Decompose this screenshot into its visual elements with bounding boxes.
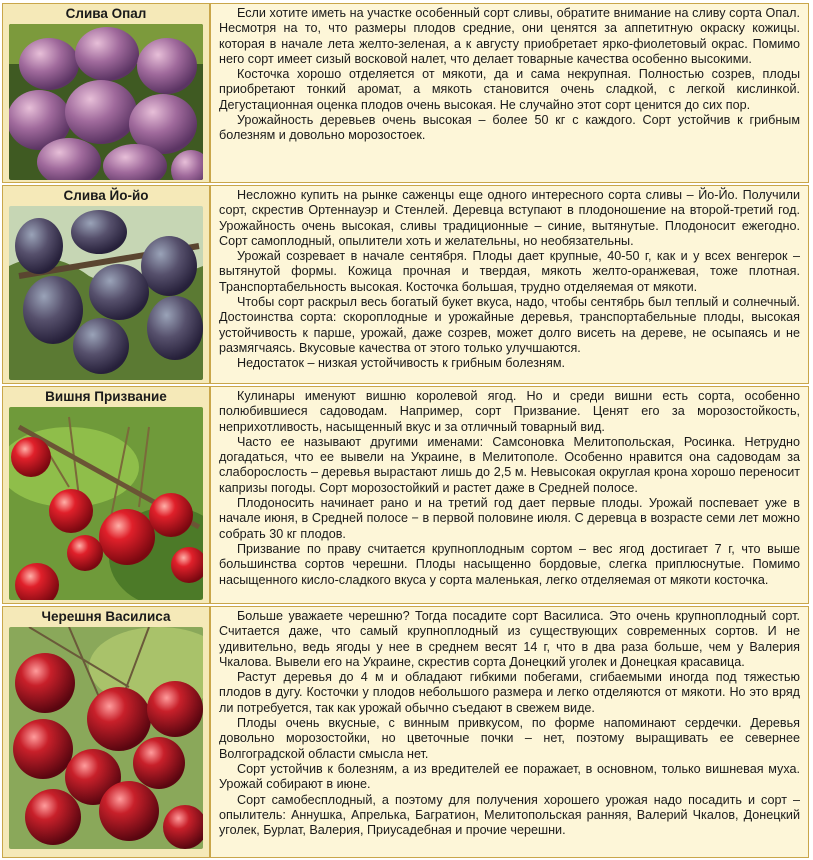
dark-plums-photo — [9, 206, 203, 380]
description-paragraph: Несложно купить на рынке саженцы еще одного интересного сорта сливы – Йо-Йо. Получили сорт, скрестив Ортеннауэр и Стенлей. Деревца вступают в плодоношение на второй-третий год. Урожайность очень высокая, сливы традиционные – синие, вытянутые. Плодоносит ежегодно. Сорт самоплодный, опылители хоть и желательны, но необязательны. — [219, 188, 800, 248]
variety-description — [211, 4, 808, 182]
description-paragraph: Если хотите иметь на участке особенный сорт сливы, обратите внимание на сливу сорта Опал. Несмотря на то, что размеры плодов средние, они ценятся за аппетитную окраску кожицы. которая в начале лета желто-зеленая, а к августу приобретает ярко-фиолетовый окрас. Помимо него сорт имеет сизый восковой налет, что делает товарные качества особенно высокими. — [219, 6, 800, 66]
description-paragraph: Больше уважаете черешню? Тогда посадите сорт Василиса. Это очень крупноплодный сорт. Считается даже, что самый крупноплодный из существующих современных сортов. И не удивительно, ведь ягоды у нее в среднем весят 14 г, что в два раза больше, чем у Валерия Чкалова. Вывели его на Украине, скрестив сорта Донецкий уголек и Донецкая красавица. — [219, 609, 800, 669]
variety-section-cherry-prizvanie — [2, 386, 809, 604]
description-paragraph: Растут деревья до 4 м и обладают гибкими побегами, сгибаемыми иногда под тяжестью плодов в дугу. Косточки у плодов небольшого размера и легко отделяются от мякоти. Но это вряд ли потребуется, так как урожай обычно съедают в свежем виде. — [219, 670, 800, 715]
sweet-cherries-photo — [9, 627, 203, 849]
purple-plums-photo — [9, 24, 203, 180]
variety-sidebar — [3, 4, 211, 182]
variety-description — [211, 607, 808, 857]
description-paragraph: Косточка хорошо отделяется от мякоти, да и сама некрупная. Полностью созрев, плоды приобретают тонкий аромат, а мякоть становится очень сладкой, с легкой кислинкой. Дегустационная оценка плодов очень высокая. Не случайно этот сорт ценится до сих пор. — [219, 67, 800, 112]
variety-title: Черешня Василиса — [41, 609, 171, 624]
variety-description — [211, 186, 808, 383]
variety-sidebar — [3, 186, 211, 383]
variety-section-plum-opal — [2, 3, 809, 183]
variety-section-plum-yoyo — [2, 185, 809, 384]
description-paragraph: Сорт самобесплодный, а поэтому для получения хорошего урожая надо посадить и сорт – опылитель: Аннушка, Апрелька, Багратион, Мелитопольская ранняя, Валерий Чкалов, Донецкий уголек, Бурлат, Валерия, Приусадебная и прочие черешни. — [219, 792, 800, 838]
description-paragraph: Плоды очень вкусные, с винным привкусом, по форме напоминают сердечки. Деревья довольно морозостойки, но цветочные почки – нет, поэтому выращивать ее севернее Волгоградской области смысла нет. — [219, 716, 800, 761]
variety-description — [211, 387, 808, 603]
description-paragraph: Призвание по праву считается крупноплодным сортом – вес ягод достигает 7 г, что выше большинства сортов черешни. Плоды насыщенно бордовые, слегка приплюснутые. Помимо насыщенного кисло-сладкого вкуса у сорта маленькая, легко отделяемая от мякоти косточка. — [219, 541, 800, 587]
variety-sidebar — [3, 387, 211, 603]
variety-title: Вишня Призвание — [45, 389, 167, 404]
description-paragraph: Урожай созревает в начале сентября. Плоды дает крупные, 40-50 г, как и у всех венгерок – вытянутой формы. Кожица прочная и твердая, мякоть желто-оранжевая, тоже плотная. Транспортабельность высокая. Косточка большая, трудно отделяемая от мякоти. — [219, 249, 800, 294]
variety-title: Слива Опал — [65, 6, 147, 21]
description-paragraph: Урожайность деревьев очень высокая – более 50 кг с каждого. Сорт устойчив к грибным болезням и довольно морозостоек. — [219, 113, 800, 143]
variety-section-sweet-cherry-vasilisa — [2, 606, 809, 858]
description-paragraph: Плодоносить начинает рано и на третий год дает первые плоды. Урожай поспевает уже в начале июня, в Средней полосе − в первой половине июля. С деревца в возрасте семи лет можно собрать 30 кг плодов. — [219, 496, 800, 541]
description-paragraph: Кулинары именуют вишню королевой ягод. Но и среди вишни есть сорта, особенно полюбившиеся садоводам. Например, сорт Призвание. Ценят его за морозостойкость, неприхотливость, насыщенный вкус и за отличный товарный вид. — [219, 389, 800, 434]
description-paragraph: Недостаток – низкая устойчивость к грибным болезням. — [237, 356, 565, 371]
description-paragraph: Чтобы сорт раскрыл весь богатый букет вкуса, надо, чтобы сентябрь был теплый и солнечный. Достоинства сорта: скороплодные и урожайные деревья, транспортабельные плоды, высокая устойчивость к парше, урожай, даже созрев, может долго висеть на дереве, не осыпаясь и не размягчаясь. Вкусовые качества от этого только улучшаются. — [219, 295, 800, 355]
variety-title: Слива Йо-йо — [63, 188, 149, 203]
variety-sidebar — [3, 607, 211, 857]
description-paragraph: Часто ее называют другими именами: Самсоновка Мелитопольская, Росинка. Нетрудно догадаться, что ее вывели на Украине, в Мелитополе. Особенно нравится она садоводам за слаборослость – деревья вырастают лишь до 2,5 м. Невысокая округлая крона хорошо переносит капризы погоды. Сорт морозостойкий и растет даже в Средней полосе. — [219, 434, 800, 495]
red-cherries-photo — [9, 407, 203, 600]
description-paragraph: Сорт устойчив к болезням, а из вредителей ее поражает, в основном, только вишневая муха. Урожай собирают в июне. — [219, 761, 800, 792]
